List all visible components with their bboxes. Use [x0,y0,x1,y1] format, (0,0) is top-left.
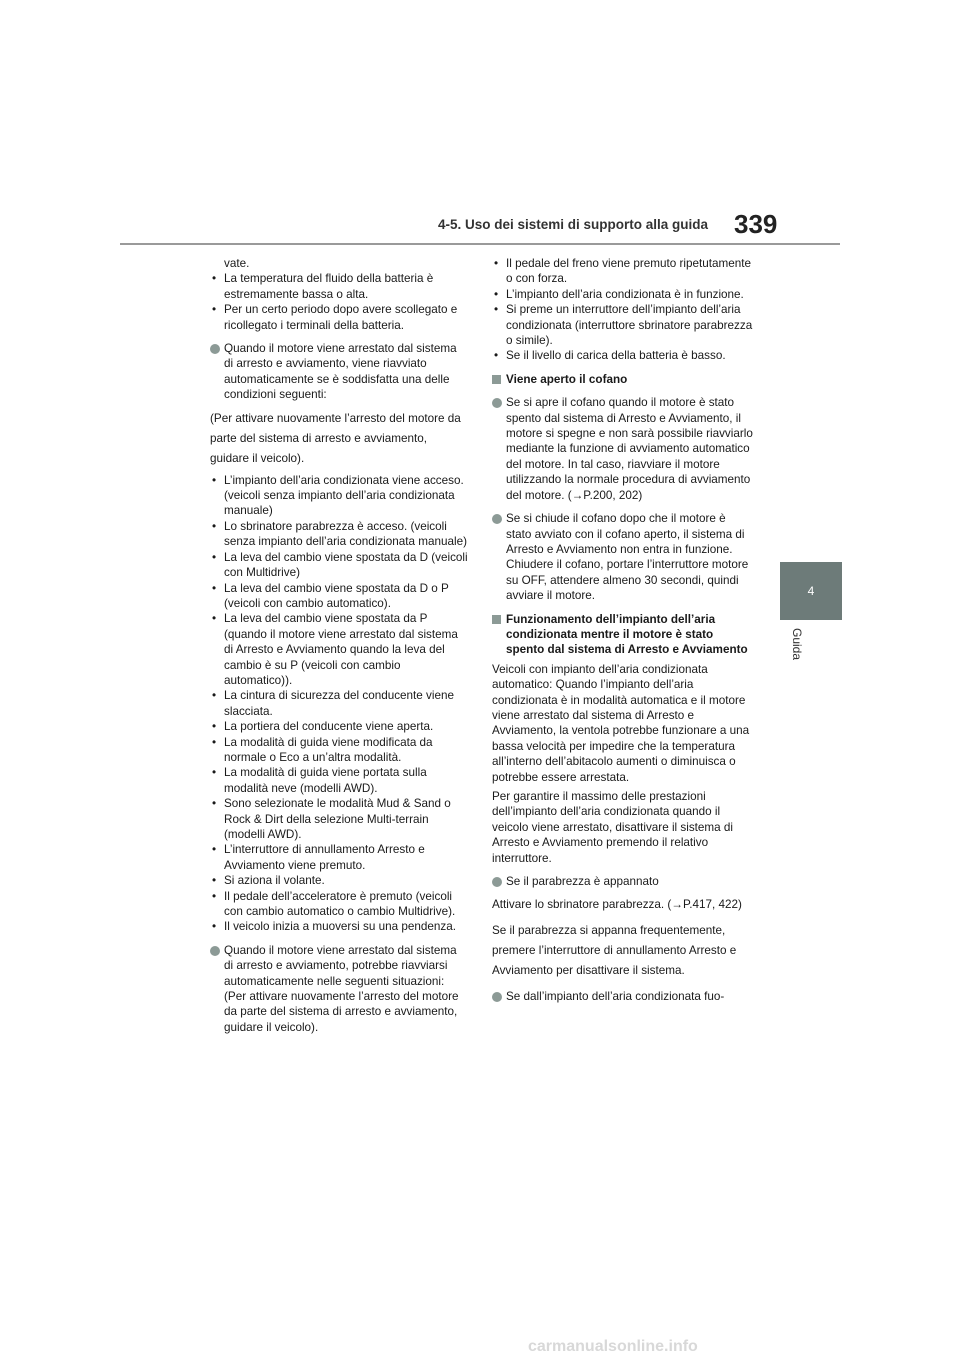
header-rule [120,243,840,245]
list-item: • Il veicolo inizia a muoversi su una pendenza. [212,920,456,934]
left-column [210,256,468,1035]
section-heading: Funzionamento dell’impianto dell’aria condizionata mentre il motore è stato spento dal sistema di Arresto e Avviamento [492,612,754,658]
circle-bullet-icon [492,992,502,1002]
list-item: • Sono selezionate le modalità Mud & Sand o Rock & Dirt della selezione Multi-terrain (modelli AWD). [212,797,451,841]
list-item: • L’impianto dell’aria condizionata è in funzione. [494,287,744,301]
list-item: • Per un certo periodo dopo avere scollegato e ricollegato i terminali della batteria. [212,303,458,332]
section-heading: Viene aperto il cofano [492,372,754,387]
chapter-tab-number: 4 [807,584,815,598]
list-item: • Lo sbrinatore parabrezza è acceso. (veicoli senza impianto dell’aria condizionata manuale) [212,519,467,549]
list-item: • La leva del cambio viene spostata da D (veicoli con Multidrive) [212,550,468,580]
circle-bullet-icon [210,344,220,354]
square-bullet-icon [492,375,501,384]
square-bullet-icon [492,615,501,624]
list-item: • Se il livello di carica della batteria è basso. [494,349,726,363]
paragraph: Se il parabrezza si appanna frequentemente, premere l’interruttore di annullamento Arresto e Avviamento per disattivare il sistema. [492,924,737,978]
list-item: • La modalità di guida viene modificata da normale o Eco a un’altra modalità. [212,735,433,764]
circle-bullet-icon [492,398,502,408]
list-item: • La leva del cambio viene spostata da P (quando il motore viene arrestato dal sistema di Arresto e Avviamento quando la leva del cambio è su P (veicoli con cambio automatico)). [212,612,458,687]
paragraph: Attivare lo sbrinatore parabrezza. (→P.417, 422) [492,898,742,912]
list-item: • La portiera del conducente viene aperta. [212,720,434,734]
list-item: • L’interruttore di annullamento Arresto e Avviamento viene premuto. [212,843,425,872]
continuation-text: vate. [224,257,250,270]
circle-paragraph: Se dall’impianto dell’aria condizionata fuo- [492,989,754,1004]
list-item: • La leva del cambio viene spostata da D o P (veicoli con cambio automatico). [212,581,449,610]
watermark: carmanualsonline.info [528,1338,698,1355]
list-item: • La cintura di sicurezza del conducente viene slacciata. [212,689,454,718]
circle-bullet-icon [492,877,502,887]
list-item: • La temperatura del fluido della batteria è estremamente bassa o alta. [212,272,434,301]
list-item: • La modalità di guida viene portata sulla modalità neve (modelli AWD). [212,766,427,795]
header-section-title: 4-5. Uso dei sistemi di supporto alla guida [438,217,709,232]
bullet-list-2 [210,473,468,935]
circle-bullet-icon [492,514,502,524]
paragraph: Per garantire il massimo delle prestazioni dell’impianto dell’aria condizionata quando il veicolo viene arrestato, disattivare il sistema di Arresto e Avviamento premendo il relativo interruttore. [492,790,733,865]
chapter-tab [780,562,842,620]
circle-paragraph: Quando il motore viene arrestato dal sistema di arresto e avviamento, viene riavviato automaticamente se è soddisfatta una delle condizioni seguenti: [210,341,468,403]
circle-paragraph: Se si apre il cofano quando il motore è stato spento dal sistema di Arresto e Avviamento, il motore si spegne e non sarà possibile riavviarlo mediante la funzione di avviamento automatico del motore. In tal caso, riavviare il motore utilizzando la normale procedura di avviamento del motore. (→P.200, 202) [492,395,754,503]
right-column [492,256,754,1005]
list-item: • Il pedale del freno viene premuto ripetutamente o con forza. [494,257,751,286]
circle-paragraph: Quando il motore viene arrestato dal sistema di arresto e avviamento, potrebbe riavviarsi automaticamente nelle seguenti situazioni: (Per attivare nuovamente l’arresto del motore da parte del sistema di arresto e avviamento, guidare il veicolo). [210,943,468,1035]
chapter-side-label: Guida [790,628,804,661]
bullet-list-3 [492,256,754,364]
circle-paragraph: Se si chiude il cofano dopo che il motore è stato avviato con il cofano aperto, il sistema di Arresto e Avviamento non entra in funzione. Chiudere il cofano, portare l’interruttore motore su OFF, attendere almeno 30 secondi, quindi avviare il motore. [492,511,754,603]
paragraph: (Per attivare nuovamente l’arresto del motore da parte del sistema di arresto e avviamento, guidare il veicolo). [210,411,461,465]
list-item: • L’impianto dell’aria condizionata viene acceso. (veicoli senza impianto dell’aria condizionata manuale) [212,473,464,518]
list-item: • Si aziona il volante. [212,874,325,888]
paragraph: Veicoli con impianto dell’aria condizionata automatico: Quando l’impianto dell’aria condizionata è in modalità automatica e il motore viene arrestato dal sistema di Arresto e Avviamento, la ventola potrebbe funzionare a una bassa velocità per impedire che la temperatura all’interno dell’abitacolo aumenti o diminuisca o potrebbe essere arrestata. [492,662,750,784]
circle-bullet-icon [210,946,220,956]
list-item: • Il pedale dell’acceleratore è premuto (veicoli con cambio automatico o cambio Multidrive). [212,889,456,919]
page-number: 339 [734,209,778,239]
bullet-list-1 [210,271,468,333]
circle-paragraph: Se il parabrezza è appannato [492,874,754,889]
list-item: • Si preme un interruttore dell’impianto dell’aria condizionata (interruttore sbrinatore parabrezza o simile). [494,303,753,348]
